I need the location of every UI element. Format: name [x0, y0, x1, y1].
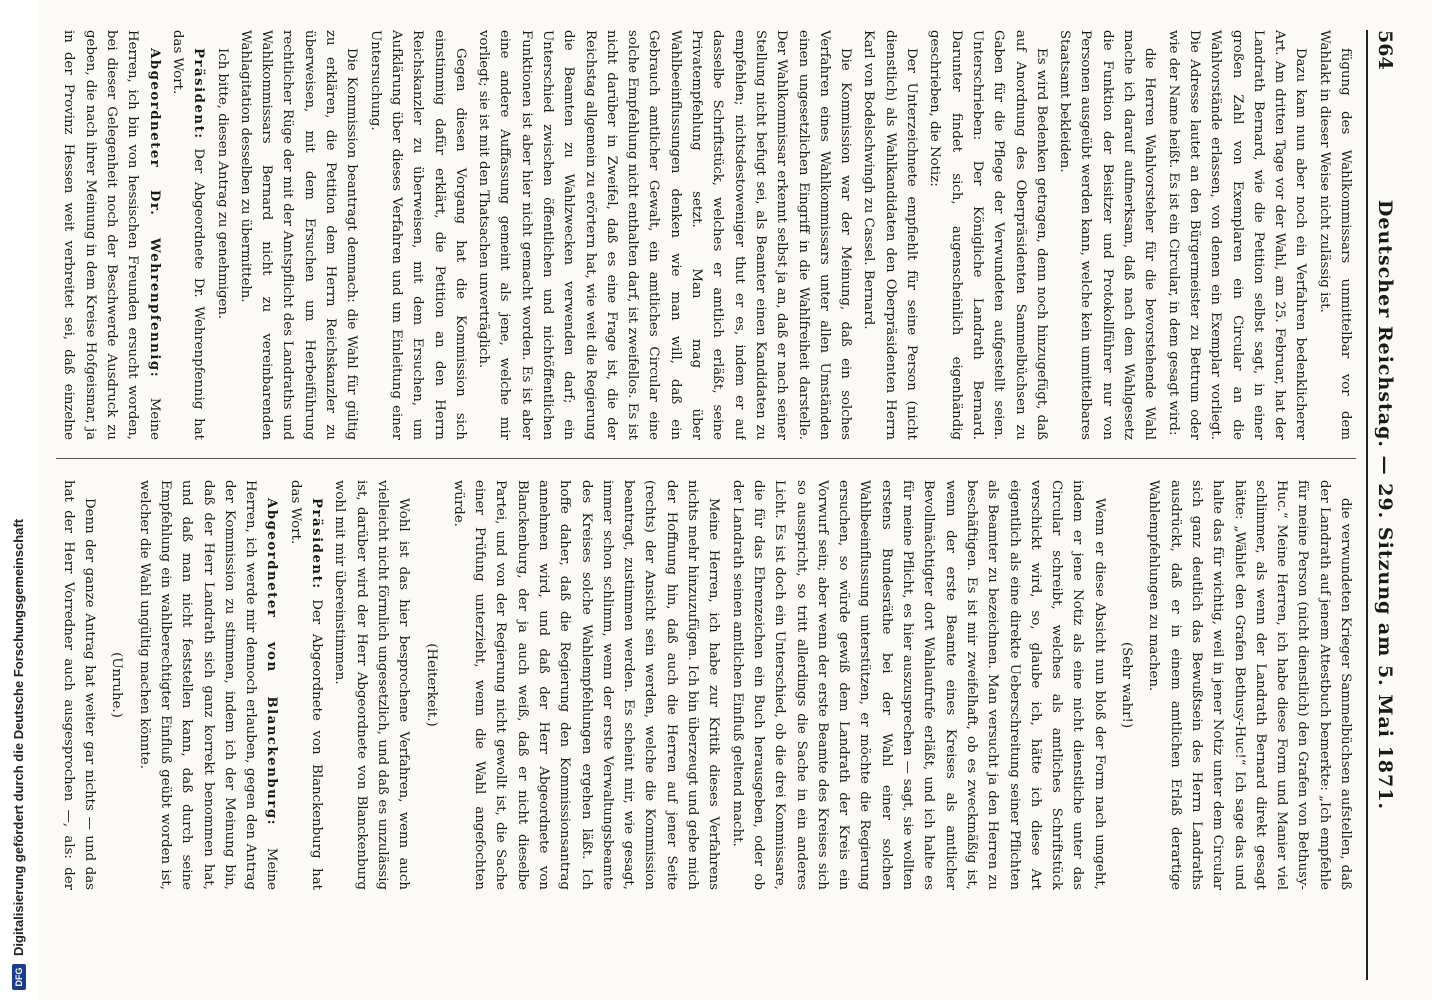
interjection: (Unruhe.) — [109, 652, 125, 718]
paragraph: Die Kommission beantragt demnach: die Wahl für gültig zu erklären, die Petition dem Herrn Reichskanzler zu überweisen, mit dem Ersuchen um Herbeiführung rechtlicher Rüge der mit der Amtspflicht des Landraths und Wahlkommissars Bernard nicht zu vereinbarenden Wahlagitation desselben zu übermitteln. — [237, 30, 360, 440]
paragraph: Die Kommission war der Meinung, daß ein solches Verfahren eines Wahlkommissars unter allen Umständen einen ungesetzlichen Eingriff in die Wahlfreiheit darstelle. Der Wahlkommissar erkennt selbst ja an, daß er nach seiner Stellung nicht befugt sei, als Beamter einen Kandidaten zu empfehlen; nichtsdestoweniger thut er es, indem er auf dasselbe Schriftstück, welches er amtlich erläßt, seine Privatempfehlung setzt. Man mag über Wahlbeeinflussungen denken wie man will, daß ein Gebrauch amtlicher Gewalt, ein amtliches Circular eine solche Empfehlung nicht enthalten darf, ist zweifellos. Es ist nicht darüber in Zweifel, daß es eine Frage ist, die der Reichstag allgemein zu erörtern hat, wie weit die Regierung die Beamten zu Wahlzwecken verwenden darf; ein Unterschied zwischen öffentlichen und nichtöffentlichen Funktionen ist aber hier nicht gemacht worden. Es ist aber eine andere Auffassung gemeint als jene, welche mir vorliegt; sie ist mit den Thatsachen unverträglich. — [476, 30, 854, 440]
footer-line — [6, 90, 32, 990]
speech-text: Meine Herren, ich werde mir dennoch erlauben, gegen den Antrag der Kommission zu stimmen, indem ich der Meinung bin, daß der Herr Landrath sich ganz korrekt benommen hat, und daß man nicht feststellen kann, daß durch seine Empfehlung ein wahlberechtigter Einfluß geübt worden ist, welcher die Wahl ungültig machen könnte. — [136, 480, 280, 890]
paragraph: Dazu kam nun aber noch ein Verfahren bedenklicherer Art. Am dritten Tage vor der Wahl, am 25. Februar, hat der Landrath Bernard, wie die Petition selbst sagt, in einer großen Zahl von Exemplaren ein Circular an die Wahlvorstände erlassen, von denen ein Exemplar vorliegt. Die Adresse lautet an den Bürgermeister zu Bettrum oder wie der Name heißt. Es ist ein Circular, in dem gesagt wird: — [1165, 30, 1309, 440]
paragraph: Ich bitte, diesen Antrag zu genehmigen. — [214, 48, 230, 320]
paragraph: fügung des Wahlkommissars unmittelbar vor dem Wahlakt in dieser Weise nicht zulässig ist. — [1316, 30, 1353, 440]
interjection: (Sehr wahr!) — [1119, 641, 1135, 729]
speech-text: Der Abgeordnete Dr. Wehrenpfennig hat das Wort. — [169, 30, 207, 440]
paragraph: Denn der ganze Antrag hat weiter gar nichts — und das hat der Herr Vorredner auch ausgesprochen —, als: der — [60, 480, 98, 890]
scanned-page — [38, 0, 1432, 1000]
paragraph: Wenn er diese Absicht nun bloß der Form nach umgeht, indem er jene Notiz als eine nicht dienstliche unter das Circular schreibt, welches als amtliches Schriftstück verschickt wird, so, glaube ich, hätte ich diese Art eigentlich als eine direkte Ueberschreitung seiner Pflichten als Beamter zu bezeichnen. Man versucht ja den Herren zu beschäftigen. Es ist mir zweifelhaft, ob es zweckmäßig ist, wenn der erste Beamte eines Kreises als amtlicher Bevollmächtigter dort Wahlaufrufe erläßt, und ich halte es für meine Pflicht, es hier auszusprechen — sagt, sie wollten erstens Bundesräthe bei der Wahl einer solchen Wahlbeeinflussung unterstützen, er möchte die Regierung ersuchen, so würde gewiß dem Landrath der Kreis ein Vorwurf sein; aber wenn der erste Beamte des Kreises sich so ausspricht, so tritt allerdings die Sache in ein anderes Licht. Es ist doch ein Unterschied, ob die drei Kommissare, die für das Ehrenzeichen ein Buch herausgeben, oder ob der Landrath seinen amtlichen Einfluß geltend macht. — [729, 480, 1107, 890]
speaker-paragraph — [133, 480, 282, 890]
paragraph: die verwundeten Krieger Sammelbüchsen aufstellen, daß der Landrath auf jenem Attestbuch bemerkte: „Ich empfehle für meine Person (nicht dienstlich) den Grafen von Bethusy-Huc.“ Meine Herren, ich habe diese Form und Manier viel schlimmer, als wenn der Landrath Bernard direkt gesagt hätte: „Wählet den Grafen Bethusy-Huc!“ Ich sage das und halte das für wichtig, weil in jener Notiz unter dem Circular sich ganz deutlich das Bewußtsein des Herrn Landraths ausdrückt, daß er in einem amtlichen Erlaß derartige Wahlempfehlungen zu machen. — [1146, 480, 1353, 890]
speaker-name: Präsident: — [309, 498, 325, 590]
left-column — [56, 30, 1356, 440]
dfg-logo-icon: DFG — [12, 964, 26, 990]
paragraph: die Herren Wahlvorsteher für die bevorstehende Wahl mache ich darauf aufmerksam, daß nach dem Wahlgesetz die Funktion der Beisitzer und Protokollführer nur von Personen ausgeübt werden kann, welche kein unmittelbares Staatsamt bekleiden. — [1057, 30, 1158, 440]
speaker-name: Abgeordneter Dr. Wehrenpfennig: — [146, 48, 162, 379]
speaker-paragraph — [56, 30, 165, 440]
right-column — [56, 480, 1356, 890]
paragraph: Der Unterzeichnete empfiehlt für seine Person (nicht dienstlich) als Wahlkandidaten den Oberpräsidenten Herrn Karl von Bodelschwingh zu Cassel. Bernard. — [861, 30, 920, 440]
digitization-footer — [0, 0, 38, 1000]
speaker-name: Präsident: — [191, 48, 207, 140]
speaker-name: Abgeordneter von Blanckenburg: — [264, 498, 280, 827]
paragraph: Meine Herren, ich habe zur Kritik dieses Verfahrens nichts mehr hinzuzufügen. Ich bin überzeugt und gebe mich der Hoffnung hin, daß auch die Herren auf jener Seite (rechts) der Ansicht sein werden, welche die Kommission beantragt, zustimmen werden. Es scheint mir, wie gesagt, immer schon schlimm, wenn der erste Verwaltungsbeamte des Kreises solche Wahlempfehlungen ergehen läßt. Ich hoffe daher, daß die Regierung den Kommissionsantrag annehmen wird, und daß der Herr Abgeordnete von Blanckenburg, der ja auch weiß, daß er nicht dieselbe Partei, und von der Regierung nicht gewollt ist, die Sache einer Prüfung unterzieht, wenn die Wahl angefochten würde. — [450, 480, 722, 890]
speech-text: Meine Herren, ich bin von hessischen Freunden ersucht worden, bei dieser Gelegenheit noch der Beschwerde Ausdruck zu geben, die nach ihrer Meinung in dem Kreise Hofgeismar, ja in der Provinz Hessen weit verbreitet sei, daß einzelne — [61, 30, 162, 440]
column-divider — [56, 458, 1356, 459]
paragraph: Wohl ist das hier besprochene Verfahren, wenn auch vielleicht nicht förmlich ungesetzlich, und daß es unzulässig ist, darüber wird der Herr Abgeordnete von Blanckenburg wohl mit mir übereinstimmen. — [332, 480, 412, 890]
speech-text: Der Abgeordnete von Blanckenburg hat das Wort. — [287, 480, 325, 890]
speaker-paragraph — [167, 30, 210, 440]
footer-credit: Digitalisierung gefördert durch die Deutsche Forschungsgemeinschaft — [11, 518, 26, 956]
paragraph: Es wird Bedenken getragen, denn noch hinzugefügt, daß auf Anordnung des Oberpräsidenten Sammelbüchsen zu Gaben für die Pflege der Verwundeten aufgestellt seien. Unterschrieben: Der Königliche Landrath Bernard. Darunter findet sich, augenscheinlich eigenhändig geschrieben, die Notiz: — [927, 30, 1049, 440]
page-number: 564 — [1374, 30, 1396, 70]
header-rule — [1366, 30, 1368, 980]
running-title: Deutscher Reichstag. — 29. Sitzung am 5. Mai 1871. — [1374, 199, 1396, 811]
page-header — [1368, 30, 1402, 980]
paragraph: Gegen diesen Vorgang hat die Kommission sich einstimmig dafür erklärt, die Petition an den Herrn Reichskanzler zu überweisen, mit dem Ersuchen, um Aufklärung über dieses Verfahren und um Einleitung einer Untersuchung. — [367, 30, 468, 440]
speaker-paragraph — [284, 480, 327, 890]
interjection: (Heiterkeit.) — [423, 643, 439, 727]
page-content — [38, 0, 1432, 1000]
